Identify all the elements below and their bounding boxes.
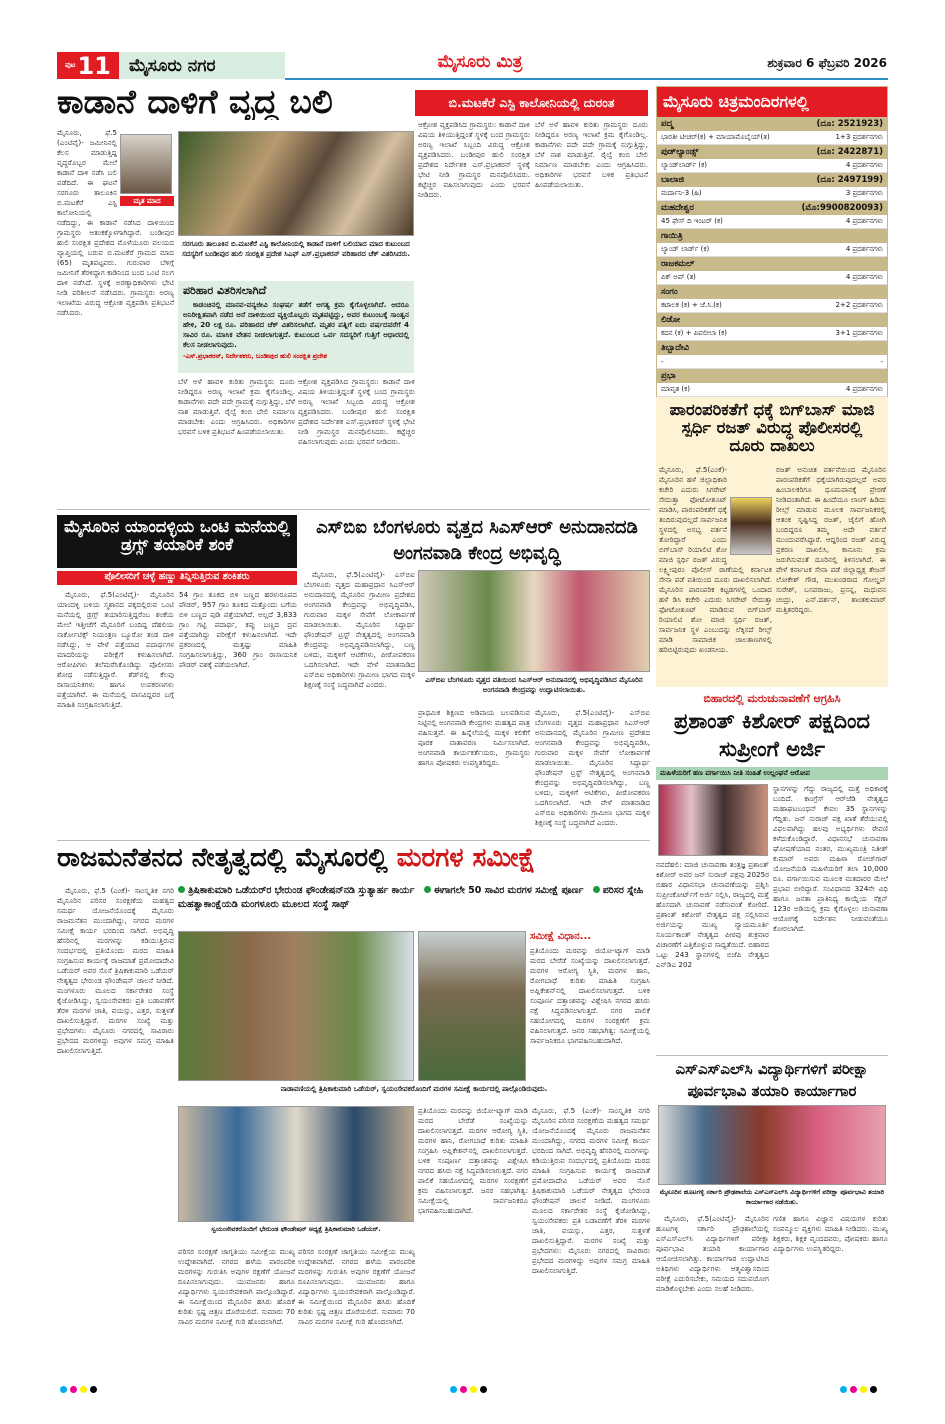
theatre-name: ರಾಜಕಮಲ್	[661, 259, 695, 269]
sbi-body-1: ಮೈಸೂರು, ಫೆ.5(ಎಂಟಿವೈ)- ಎಸ್‌ಬಿಐ ಬೆಂಗಳೂರು ವೃತ್ತದ ಮಹಾಪ್ರಧಾನ ಸಿಎಸ್‌ಆರ್ ಅನುದಾನದಲ್ಲಿ ಮೈಸೂರಿನ ಗ್ರಾಮೀಣ ಪ್ರದೇಶದ ಅಂಗನವಾಡಿ ಕೇಂದ್ರವನ್ನು ಅಭಿವೃದ್ಧಿಪಡಿಸಿ, ಗುರುವಾರ ಮಕ್ಕಳ ಸೇವೆಗೆ ಲೋಕಾರ್ಪಣೆ ಮಾಡಲಾಯಿತು. ಮೈಸೂರಿನ ಸಿದ್ದಾರ್ಥ ಫೌಂಡೇಷನ್ ಟ್ರಸ್ಟ್ ನೇತೃತ್ವದಲ್ಲಿ ಅಂಗನವಾಡಿ ಕೇಂದ್ರವನ್ನು ಅಭಿವೃದ್ಧಿಪಡಿಸಲಾಗಿದ್ದು, ಬಣ್ಣ ಬಳಿದು, ಮಕ್ಕಳಿಗೆ ಆಟಿಕೆಗಳು, ಪೀಠೋಪಕರಣ ಒದಗಿಸಲಾಗಿದೆ. ಇದೇ ವೇಳೆ ಮಾತನಾಡಿದ ಎಸ್‌ಬಿಐ ಅಧಿಕಾರಿಗಳು ಗ್ರಾಮೀಣ ಭಾಗದ ಮಕ್ಕಳ ಶಿಕ್ಷಣಕ್ಕೆ ಸಂಸ್ಥೆ ಬದ್ಧವಾಗಿದೆ ಎಂದರು.	[304, 570, 415, 689]
rajat-photo	[730, 497, 772, 555]
trees-body-1: ಮೈಸೂರು, ಫೆ.5 (ಎಂಕೆ)- ಸಾಂಸ್ಕೃತಿಕ ನಗರಿ ಮೈಸೂರಿನ ಪರಿಸರ ಸಂರಕ್ಷಣೆಯ ಮಹತ್ವದ ಸಮರ್ಥ ಯೋಜನೆಯೊಂದಕ್ಕೆ ಮೈಸೂರು ರಾಜಮನೆತನ ಮುಂದಾಗಿದ್ದು, ನಗರದ ಮರಗಳ ಸಮೀಕ್ಷೆ ಕಾರ್ಯ ಭರದಿಂದ ಸಾಗಿದೆ. ಅಭಿವೃದ್ಧಿ ಹೆಸರಿನಲ್ಲಿ ಮರಗಳನ್ನು ಕಡಿಯುತ್ತಿರುವ ಸಂದರ್ಭದಲ್ಲಿ ಪ್ರತಿಯೊಂದು ಮರದ ಮಾಹಿತಿ ಸಂಗ್ರಹಿಸುವ ಕಾರ್ಯಕ್ಕೆ ರಾಜಮಾತೆ ಪ್ರಮೋದಾದೇವಿ ಒಡೆಯರ್ ಅವರ ಸೊಸೆ ತ್ರಿಷಿಕಾಕುಮಾರಿ ಒಡೆಯರ್ ನೇತೃತ್ವದ ಭೇರುಂಡ ಫೌಂಡೇಷನ್ ಚಾಲನೆ ನೀಡಿದೆ. ಮಂಗಳೂರು ಮೂಲದ ಸರ್ಕಾರೇತರ ಸಂಸ್ಥೆ ಕೈಜೋಡಿಸಿದ್ದು, ಸ್ವಯಂಸೇವಕರು ಪ್ರತಿ ಬಡಾವಣೆಗೆ ತೆರಳಿ ಮರಗಳ ಜಾತಿ, ವಯಸ್ಸು, ಎತ್ತರ, ಸುತ್ತಳತೆ ದಾಖಲಿಸುತ್ತಿದ್ದಾರೆ. ಮರಗಳ ಸಂಖ್ಯೆ ಮತ್ತು ಪ್ರಭೇದಗಳು: ಮೈಸೂರು ನಗರದಲ್ಲಿ ಸಾವಿರಾರು ಪ್ರಭೇದದ ಮರಗಳಿದ್ದು ಅವುಗಳ ಸಮಗ್ರ ಮಾಹಿತಿ ದಾಖಲಿಸಲಾಗುತ್ತಿದೆ.	[57, 886, 174, 1055]
film-title: ಮಾವೃತ (ಕ)	[661, 385, 690, 393]
theatre-name-row	[657, 201, 887, 215]
film-title: ಲ್ಯಾಂಡ್ ಲಾರ್ಡ್ (ಕ)	[661, 245, 710, 253]
show-count: 3+1 ಪ್ರದರ್ಶನಗಳು	[835, 329, 883, 337]
sslc-headline: ಎಸ್‌ಎಸ್‌ಎಲ್‌ಸಿ ವಿದ್ಯಾರ್ಥಿಗಳಿಗೆ ಪರೀಕ್ಷಾ ಪೂರ್ವಭಾವಿ ತಯಾರಿ ಕಾರ್ಯಾಗಾರ	[675, 1060, 869, 1100]
trees-body-5: ಮೈಸೂರು, ಫೆ.5 (ಎಂಕೆ)- ಸಾಂಸ್ಕೃತಿಕ ನಗರಿ ಮೈಸೂರಿನ ಪರಿಸರ ಸಂರಕ್ಷಣೆಯ ಮಹತ್ವದ ಸಮರ್ಥ ಯೋಜನೆಯೊಂದಕ್ಕೆ ಮೈಸೂರು ರಾಜಮನೆತನ ಮುಂದಾಗಿದ್ದು, ನಗರದ ಮರಗಳ ಸಮೀಕ್ಷೆ ಕಾರ್ಯ ಭರದಿಂದ ಸಾಗಿದೆ. ಅಭಿವೃದ್ಧಿ ಹೆಸರಿನಲ್ಲಿ ಮರಗಳನ್ನು ಕಡಿಯುತ್ತಿರುವ ಸಂದರ್ಭದಲ್ಲಿ ಪ್ರತಿಯೊಂದು ಮರದ ಮಾಹಿತಿ ಸಂಗ್ರಹಿಸುವ ಕಾರ್ಯಕ್ಕೆ ರಾಜಮಾತೆ ಪ್ರಮೋದಾದೇವಿ ಒಡೆಯರ್ ಅವರ ಸೊಸೆ ತ್ರಿಷಿಕಾಕುಮಾರಿ ಒಡೆಯರ್ ನೇತೃತ್ವದ ಭೇರುಂಡ ಫೌಂಡೇಷನ್ ಚಾಲನೆ ನೀಡಿದೆ. ಮಂಗಳೂರು ಮೂಲದ ಸರ್ಕಾರೇತರ ಸಂಸ್ಥೆ ಕೈಜೋಡಿಸಿದ್ದು, ಸ್ವಯಂಸೇವಕರು ಪ್ರತಿ ಬಡಾವಣೆಗೆ ತೆರಳಿ ಮರಗಳ ಜಾತಿ, ವಯಸ್ಸು, ಎತ್ತರ, ಸುತ್ತಳತೆ ದಾಖಲಿಸುತ್ತಿದ್ದಾರೆ. ಮರಗಳ ಸಂಖ್ಯೆ ಮತ್ತು ಪ್ರಭೇದಗಳು: ಮೈಸೂರು ನಗರದಲ್ಲಿ ಸಾವಿರಾರು ಪ್ರಭೇದದ ಮರಗಳಿದ್ದು ಅವುಗಳ ಸಮಗ್ರ ಮಾಹಿತಿ ದಾಖಲಿಸಲಾಗುತ್ತಿದೆ.	[532, 1106, 650, 1275]
trees-body-4: ಪ್ರತಿಯೊಂದು ಮರವನ್ನು ಜಿಯೋ-ಟ್ಯಾಗ್ ಮಾಡಿ ಮರದ ಬೇರೆಡೆ ಸಂಖ್ಯೆಯನ್ನು ದಾಖಲಿಸಲಾಗುತ್ತದೆ. ಮರಗಳ ಆರೋಗ್ಯ ಸ್ಥಿತಿ, ಮರಗಳ ಹಾನಿ, ರೋಗಬಾಧೆ ಕುರಿತು ಮಾಹಿತಿ ಸಂಗ್ರಹಿಸಿ ಅಪ್ಲಿಕೇಶನ್‌ನಲ್ಲಿ ದಾಖಲಿಸಲಾಗುತ್ತದೆ. ಬಳಿಕ ಸಂಪೂರ್ಣ ದತ್ತಾಂಶವನ್ನು ವಿಶ್ಲೇಷಿಸಿ ನಗರದ ಹಸಿರು ನಕ್ಷೆ ಸಿದ್ಧಪಡಿಸಲಾಗುತ್ತದೆ. ನಗರ ಪಾಲಿಕೆ ಸಹಯೋಗದಲ್ಲಿ ಮರಗಳ ಸಂರಕ್ಷಣೆಗೆ ಕ್ರಮ ವಹಿಸಲಾಗುತ್ತದೆ. ಜನರ ಸಹಭಾಗಿತ್ವ: ಸಮೀಕ್ಷೆಯಲ್ಲಿ ಸಾರ್ವಜನಿಕರೂ ಭಾಗವಹಿಸಬಹುದಾಗಿದೆ.	[418, 1106, 528, 1215]
pk-subhead: ಮಹಿಳೆಯರಿಗೆ ಹಣ ವರ್ಗಾಯಿಸಿ ನೀತಿ ಸಂಹಿತೆ ಉಲ್ಲಂಘನೆ ಆರೋಪ	[656, 767, 888, 780]
cinema-listing	[656, 86, 888, 398]
film-title: ಭಾರತೀ ಟೀಚರ್(ಕ) + ಮಾಯಾಮೊಬೈಯ್(ತ)	[661, 133, 770, 141]
divider	[57, 840, 650, 841]
theatre-show-row	[657, 243, 887, 257]
sbi-body-3: ಮೈಸೂರು, ಫೆ.5(ಎಂಟಿವೈ)- ಎಸ್‌ಬಿಐ ಬೆಂಗಳೂರು ವೃತ್ತದ ಮಹಾಪ್ರಧಾನ ಸಿಎಸ್‌ಆರ್ ಅನುದಾನದಲ್ಲಿ ಮೈಸೂರಿನ ಗ್ರಾಮೀಣ ಪ್ರದೇಶದ ಅಂಗನವಾಡಿ ಕೇಂದ್ರವನ್ನು ಅಭಿವೃದ್ಧಿಪಡಿಸಿ, ಗುರುವಾರ ಮಕ್ಕಳ ಸೇವೆಗೆ ಲೋಕಾರ್ಪಣೆ ಮಾಡಲಾಯಿತು. ಮೈಸೂರಿನ ಸಿದ್ದಾರ್ಥ ಫೌಂಡೇಷನ್ ಟ್ರಸ್ಟ್ ನೇತೃತ್ವದಲ್ಲಿ ಅಂಗನವಾಡಿ ಕೇಂದ್ರವನ್ನು ಅಭಿವೃದ್ಧಿಪಡಿಸಲಾಗಿದ್ದು, ಬಣ್ಣ ಬಳಿದು, ಮಕ್ಕಳಿಗೆ ಆಟಿಕೆಗಳು, ಪೀಠೋಪಕರಣ ಒದಗಿಸಲಾಗಿದೆ. ಇದೇ ವೇಳೆ ಮಾತನಾಡಿದ ಎಸ್‌ಬಿಐ ಅಧಿಕಾರಿಗಳು ಗ್ರಾಮೀಣ ಭಾಗದ ಮಕ್ಕಳ ಶಿಕ್ಷಣಕ್ಕೆ ಸಂಸ್ಥೆ ಬದ್ಧವಾಗಿದೆ ಎಂದರು.	[535, 708, 650, 827]
bullet-3: ಪರಿಸರ ಸ್ನೇಹಿ ಮಹತ್ವಾಕಾಂಕ್ಷೆಯಡಿ ಮಂಗಳೂರು ಮೂಲದ ಸಂಸ್ಥೆ ಸಾಥ್	[178, 885, 644, 910]
show-count: -	[880, 357, 883, 366]
pk-kicker: ಬಿಹಾರದಲ್ಲಿ ಮರುಚುನಾವಣೆಗೆ ಆಗ್ರಹಿಸಿ	[703, 692, 841, 705]
bullet-dot-icon	[593, 886, 600, 893]
theatre-name: ಪದ್ಮ	[661, 119, 674, 129]
show-count: 2+2 ಪ್ರದರ್ಶನಗಳು	[835, 301, 883, 309]
theatre-name: ಪ್ರಭಾ	[661, 371, 676, 381]
sslc-photo	[658, 1105, 886, 1185]
trees-side-text: ಪ್ರತಿಯೊಂದು ಮರವನ್ನು ಜಿಯೋ-ಟ್ಯಾಗ್ ಮಾಡಿ ಮರದ ಬೇರೆಡೆ ಸಂಖ್ಯೆಯನ್ನು ದಾಖಲಿಸಲಾಗುತ್ತದೆ. ಮರಗಳ ಆರೋಗ್ಯ ಸ್ಥಿತಿ, ಮರಗಳ ಹಾನಿ, ರೋಗಬಾಧೆ ಕುರಿತು ಮಾಹಿತಿ ಸಂಗ್ರಹಿಸಿ ಅಪ್ಲಿಕೇಶನ್‌ನಲ್ಲಿ ದಾಖಲಿಸಲಾಗುತ್ತದೆ. ಬಳಿಕ ಸಂಪೂರ್ಣ ದತ್ತಾಂಶವನ್ನು ವಿಶ್ಲೇಷಿಸಿ ನಗರದ ಹಸಿರು ನಕ್ಷೆ ಸಿದ್ಧಪಡಿಸಲಾಗುತ್ತದೆ. ನಗರ ಪಾಲಿಕೆ ಸಹಯೋಗದಲ್ಲಿ ಮರಗಳ ಸಂರಕ್ಷಣೆಗೆ ಕ್ರಮ ವಹಿಸಲಾಗುತ್ತದೆ. ಜನರ ಸಹಭಾಗಿತ್ವ: ಸಮೀಕ್ಷೆಯಲ್ಲಿ ಸಾರ್ವಜನಿಕರೂ ಭಾಗವಹಿಸಬಹುದಾಗಿದೆ.	[530, 946, 650, 1045]
date-line: ಶುಕ್ರವಾರ 6 ಫೆಬ್ರವರಿ 2026	[767, 56, 887, 70]
theatre-name: ಬಾಲಾಜಿ	[661, 175, 685, 185]
elephant-body-5: ಬೆಳೆ ಅಳೆ ಹಾವಳಿ ಕುರಿತು ಗ್ರಾಮಸ್ಥರು ದೂರು ನೀಡಿದ್ದರೂ ಅರಣ್ಯ ಇಲಾಖೆ ಕ್ರಮ ಕೈಗೊಂಡಿಲ್ಲ. ಕಾಡಾನೆಗಳು ಪದೇ ಪದೇ ಗ್ರಾಮಕ್ಕೆ ನುಗ್ಗುತ್ತಿದ್ದು, ಬೆಳೆ ನಾಶ ಮಾಡುತ್ತಿವೆ. ರೈಲ್ವೆ ಕಂಬಿ ಬೇಲಿ ನಿರ್ಮಾಣ ಮಾಡಬೇಕು ಎಂದು ಆಗ್ರಹಿಸಿದರು. ಅಧಿಕಾರಿಗಳ ಭರವಸೆ ಬಳಿಕ ಪ್ರತಿಭಟನೆ ಹಿಂಪಡೆಯಲಾಯಿತು.	[535, 120, 648, 189]
theatre-show-row	[657, 271, 887, 285]
elephant-body-4: ಆಕ್ರೋಶ ವ್ಯಕ್ತಪಡಿಸಿದ ಗ್ರಾಮಸ್ಥರು: ಕಾಡಾನೆ ದಾಳಿ ವಿಷಯ ತಿಳಿಯುತ್ತಿದ್ದಂತೆ ಸ್ಥಳಕ್ಕೆ ಬಂದ ಗ್ರಾಮಸ್ಥರು ಅರಣ್ಯ ಇಲಾಖೆ ಸಿಬ್ಬಂದಿ ವಿರುದ್ಧ ಆಕ್ರೋಶ ವ್ಯಕ್ತಪಡಿಸಿದರು. ಬಂಡೀಪುರ ಹುಲಿ ಸಂರಕ್ಷಿತ ಪ್ರದೇಶದ ನಿರ್ದೇಶಕ ಎಸ್.ಪ್ರಭಾಕರನ್ ಸ್ಥಳಕ್ಕೆ ಭೇಟಿ ನೀಡಿ ಗ್ರಾಮಸ್ಥರ ಮನವೊಲಿಸಿದರು. ಕಟ್ಟೆಚ್ಚರ ವಹಿಸಲಾಗುವುದು ಎಂದು ಭರವಸೆ ನೀಡಿದರು.	[418, 120, 530, 199]
sslc-photo-caption: ಮೈಸೂರಿನ ಹೂಟಗಳ್ಳಿ ಸರ್ಕಾರಿ ಪ್ರೌಢಶಾಲೆಯ ಎಸ್‌ಎಸ್‌ಎಲ್‌ಸಿ ವಿದ್ಯಾರ್ಥಿಗಳಿಗೆ ಪರೀಕ್ಷಾ ಪೂರ್ವಭಾವಿ ತಯಾರಿ ಕಾರ್ಯಾಗಾರ ನಡೆಯಿತು.	[659, 1188, 885, 1206]
black-dot-icon	[870, 1386, 877, 1393]
compensation-box	[178, 281, 414, 373]
bullet-1: ತ್ರಿಷಿಕಾಕುಮಾರಿ ಒಡೆಯರ್‌ರ ಭೇರುಂಡ ಫೌಂಡೇಷನ್‌ನಡಿ ಸ್ತುತ್ಯಾರ್ಹ ಕಾರ್ಯ	[178, 885, 414, 896]
theatre-name-row	[657, 117, 887, 131]
theatre-phone: (ದೂ: 2497199)	[816, 175, 883, 185]
trees-headline-black: ರಾಜಮನೆತನದ ನೇತೃತ್ವದಲ್ಲಿ ಮೈಸೂರಲ್ಲಿ	[57, 844, 397, 873]
compensation-title: ಪರಿಹಾರ ವಿತರಿಸಲಾಗಿದೆ	[183, 284, 267, 297]
theatre-show-row	[657, 299, 887, 313]
registration-marks-center	[450, 1378, 490, 1397]
yellow-dot-icon	[860, 1386, 867, 1393]
sbi-headline: ಎಸ್‌ಬಿಐ ಬೆಂಗಳೂರು ವೃತ್ತದ ಸಿಎಸ್‌ಆರ್ ಅನುದಾನದಡಿ ಅಂಗನವಾಡಿ ಕೇಂದ್ರ ಅಭಿವೃದ್ಧಿ	[316, 517, 638, 564]
film-title: 45 ಫೇಸ್ ದಿ ಇಂಟರ್ (ಕ)	[661, 217, 723, 225]
divider	[57, 509, 650, 510]
black-dot-icon	[90, 1386, 97, 1393]
film-title: ಕಟಾಲಕ (ಕ) + ಜೆ.ಸಿ.(ಕ)	[661, 301, 722, 309]
yellow-dot-icon	[80, 1386, 87, 1393]
bullet-2: ಈಗಾಗಲೇ 50 ಸಾವಿರ ಮರಗಳ ಸಮೀಕ್ಷೆ ಪೂರ್ಣ	[424, 885, 584, 896]
trees-headline	[57, 844, 650, 882]
theatre-show-row	[657, 355, 887, 369]
film-title: ಕದನ (ಕ) + ಪಿಪಲೀಲಾ (ಕ)	[661, 329, 728, 337]
show-count: 4 ಪ್ರದರ್ಶನಗಳು	[845, 245, 883, 253]
compensation-text: ಕಾಡಂಚಿನಲ್ಲಿ ಮಾನವ-ವನ್ಯಜೀವಿ ಸಂಘರ್ಷ ತಡೆಗೆ ಅಗತ್ಯ ಕ್ರಮ ಕೈಗೊಳ್ಳಲಾಗಿದೆ. ಆದರೂ ಅನಿರೀಕ್ಷಿತವಾಗಿ ನಡೆದ ಆನೆ ದಾಳಿಯಿಂದ ವ್ಯಕ್ತಿಯೊಬ್ಬರು ಮೃತಪಟ್ಟಿದ್ದು, ಅವರ ಕುಟುಂಬಕ್ಕೆ ಸಾಂತ್ವನ ಹೇಳಿ, 20 ಲಕ್ಷ ರೂ. ಪರಿಹಾರದ ಚೆಕ್ ವಿತರಿಸಲಾಗಿದೆ. ಮೃತರ ಪತ್ನಿಗೆ ಐದು ವರ್ಷದವರೆಗೆ 4 ಸಾವಿರ ರೂ. ಮಾಸಿಕ ವೇತನ ನೀಡಲಾಗುತ್ತದೆ. ಕುಟುಂಬದ ಒರ್ವ ಸದಸ್ಯರಿಗೆ ಗುತ್ತಿಗೆ ಆಧಾರದಲ್ಲಿ ಕೆಲಸ ನೀಡಲಾಗುವುದು.	[183, 300, 409, 349]
elephant-body-2: ಬೆಳೆ ಅಳೆ ಹಾವಳಿ ಕುರಿತು ಗ್ರಾಮಸ್ಥರು ದೂರು ನೀಡಿದ್ದರೂ ಅರಣ್ಯ ಇಲಾಖೆ ಕ್ರಮ ಕೈಗೊಂಡಿಲ್ಲ. ಕಾಡಾನೆಗಳು ಪದೇ ಪದೇ ಗ್ರಾಮಕ್ಕೆ ನುಗ್ಗುತ್ತಿದ್ದು, ಬೆಳೆ ನಾಶ ಮಾಡುತ್ತಿವೆ. ರೈಲ್ವೆ ಕಂಬಿ ಬೇಲಿ ನಿರ್ಮಾಣ ಮಾಡಬೇಕು ಎಂದು ಆಗ್ರಹಿಸಿದರು. ಅಧಿಕಾರಿಗಳ ಭರವಸೆ ಬಳಿಕ ಪ್ರತಿಭಟನೆ ಹಿಂಪಡೆಯಲಾಯಿತು.	[178, 377, 295, 436]
cinema-rows	[657, 117, 887, 397]
divider	[656, 1055, 888, 1056]
portrait-box	[120, 134, 174, 206]
magenta-dot-icon	[70, 1386, 77, 1393]
theatre-name: ಮಹದೇಶ್ವರ	[661, 203, 694, 213]
theatre-show-row	[657, 327, 887, 341]
cyan-dot-icon	[60, 1386, 67, 1393]
compensation-author: -ಎಸ್.ಪ್ರಭಾಕರನ್, ನಿರ್ದೇಶಕರು, ಬಂಡೀಪುರ ಹುಲಿ ಸಂರಕ್ಷಿತ ಪ್ರದೇಶ	[183, 352, 328, 360]
tree-photo-1	[178, 931, 414, 1081]
theatre-name: ಸಂಗಂ	[661, 287, 678, 297]
sslc-body-1: ಮೈಸೂರು, ಫೆ.5(ಎಂಟಿವೈ)- ಮೈಸೂರಿನ ಹೂಟಗಳ್ಳಿ ಸರ್ಕಾರಿ ಪ್ರೌಢಶಾಲೆಯಲ್ಲಿ ಎಸ್‌ಎಸ್‌ಎಲ್‌ಸಿ ವಿದ್ಯಾರ್ಥಿಗಳಿಗೆ ಪರೀಕ್ಷಾ ಪೂರ್ವಭಾವಿ ತಯಾರಿ ಕಾರ್ಯಾಗಾರ ಆಯೋಜಿಸಲಾಗಿತ್ತು. ಕಾರ್ಯಾಗಾರ ಉದ್ಘಾಟಿಸಿದ ಅತಿಥಿಗಳು ವಿದ್ಯಾರ್ಥಿಗಳು ಆತ್ಮವಿಶ್ವಾಸದಿಂದ ಪರೀಕ್ಷೆ ಎದುರಿಸಬೇಕು, ಸಮಯದ ಸದುಪಯೋಗ ಮಾಡಿಕೊಳ್ಳಬೇಕು ಎಂದು ಸಲಹೆ ನೀಡಿದರು.	[656, 1214, 769, 1293]
trees-photo-caption: ನಾಡಾವಣಿಯಲ್ಲಿ ತ್ರಿಷಿಕಾಕುಮಾರಿ ಒಡೆಯರ್, ಸ್ವಯಂಸೇವಕರೊಂದಿಗೆ ಮರಗಳ ಸಮೀಕ್ಷೆ ಕಾರ್ಯದಲ್ಲಿ ಪಾಲ್ಗೊಂಡಿರುವುದು.	[280, 1085, 548, 1093]
show-count: 4 ಪ್ರದರ್ಶನಗಳು	[845, 385, 883, 393]
volunteers-photo-caption: ಸ್ವಯಂಸೇವಕರೊಂದಿಗೆ ಭೇರುಂಡ ಫೌಂಡೇಷನ್ ಅಧ್ಯಕ್ಷೆ ತ್ರಿಷಿಕಾಕುಮಾರಿ ಒಡೆಯರ್.	[211, 1225, 381, 1233]
section-label	[119, 52, 285, 79]
cinema-title: ಮೈಸೂರು ಚಿತ್ರಮಂದಿರಗಳಲ್ಲಿ	[657, 87, 887, 117]
elephant-body-3: ಆಕ್ರೋಶ ವ್ಯಕ್ತಪಡಿಸಿದ ಗ್ರಾಮಸ್ಥರು: ಕಾಡಾನೆ ದಾಳಿ ವಿಷಯ ತಿಳಿಯುತ್ತಿದ್ದಂತೆ ಸ್ಥಳಕ್ಕೆ ಬಂದ ಗ್ರಾಮಸ್ಥರು ಅರಣ್ಯ ಇಲಾಖೆ ಸಿಬ್ಬಂದಿ ವಿರುದ್ಧ ಆಕ್ರೋಶ ವ್ಯಕ್ತಪಡಿಸಿದರು. ಬಂಡೀಪುರ ಹುಲಿ ಸಂರಕ್ಷಿತ ಪ್ರದೇಶದ ನಿರ್ದೇಶಕ ಎಸ್.ಪ್ರಭಾಕರನ್ ಸ್ಥಳಕ್ಕೆ ಭೇಟಿ ನೀಡಿ ಗ್ರಾಮಸ್ಥರ ಮನವೊಲಿಸಿದರು. ಕಟ್ಟೆಚ್ಚರ ವಹಿಸಲಾಗುವುದು ಎಂದು ಭರವಸೆ ನೀಡಿದರು.	[298, 377, 415, 446]
trees-body-2: ಪರಿಸರ ಸಂರಕ್ಷಣೆ ಜಾಗೃತಿಯು ಸಮೀಕ್ಷೆಯ ಮುಖ್ಯ ಉದ್ದೇಶವಾಗಿದೆ. ನಗರದ ಹಳೆಯ ಪಾರಂಪರಿಕ ಮರಗಳನ್ನು ಗುರುತಿಸಿ ಅವುಗಳ ರಕ್ಷಣೆಗೆ ಯೋಜನೆ ರೂಪಿಸಲಾಗುವುದು. ಯುವಜನರು ಹಾಗೂ ವಿದ್ಯಾರ್ಥಿಗಳು ಸ್ವಯಂಸೇವಕರಾಗಿ ಪಾಲ್ಗೊಂಡಿದ್ದಾರೆ. ಈ ಸಮೀಕ್ಷೆಯಿಂದ ಮೈಸೂರಿನ ಹಸಿರು ಹೊದಿಕೆ ಕುರಿತು ಸ್ಪಷ್ಟ ಚಿತ್ರಣ ದೊರೆಯಲಿದೆ. ಸುಮಾರು 70 ಸಾವಿರ ಮರಗಳ ಸಮೀಕ್ಷೆ ಗುರಿ ಹೊಂದಲಾಗಿದೆ.	[178, 1247, 295, 1326]
film-title: ಮರ್ದಾನಿ-3 (ಹಿ)	[661, 189, 702, 197]
theatre-name: ಲಿಡೋ	[661, 315, 681, 325]
film-title: ಪಿಕ್ ಅಪ್ (ತ)	[661, 273, 696, 281]
drugs-headline: ಮೈಸೂರಿನ ಯಾಂದಳ್ಳಿಯ ಒಂಟಿ ಮನೆಯಲ್ಲಿ ಡ್ರಗ್ಸ್ ತಯಾರಿಕೆ ಶಂಕೆ	[57, 515, 297, 568]
drugs-body-1: ಮೈಸೂರು, ಫೆ.5(ಎಂಟಿವೈ)- ಮೈಸೂರಿನ ಯಾಂದಳ್ಳಿ ಬಳಿಯ ಸ್ಮಶಾನದ ಪಕ್ಕದಲ್ಲಿರುವ ಒಂಟಿ ಮನೆಯಲ್ಲಿ ಡ್ರಗ್ಸ್ ತಯಾರಿಸುತ್ತಿದ್ದರೆಂಬ ಶಂಕೆಯ ಮೇಲೆ ಇತ್ತೀಚೆಗೆ ಮೈಸೂರಿಗೆ ಬಂದಿದ್ದ ದೆಹಲಿಯ ನಾರ್ಕೋಟಿಕ್ಸ್ ನಿಯಂತ್ರಣ ಬ್ಯೂರೋ ತಂಡ ದಾಳಿ ನಡೆಸಿದ್ದು, ಆ ವೇಳೆ ಪತ್ತೆಯಾದ ಪದಾರ್ಥಗಳ ಮಾದರಿಯನ್ನು ಪರೀಕ್ಷೆಗೆ ಕಳುಹಿಸಲಾಗಿದೆ. ಆರೋಪಿಗಳು ತಲೆಮರೆಸಿಕೊಂಡಿದ್ದು ಪೊಲೀಸರು ಶೋಧ ನಡೆಸುತ್ತಿದ್ದಾರೆ. ಶೆಡ್‌ನಲ್ಲಿ ಕೆಲವು ರಾಸಾಯನಿಕಗಳು ಹಾಗೂ ಉಪಕರಣಗಳು ಪತ್ತೆಯಾಗಿವೆ. ಈ ಮನೆಯಲ್ಲಿ ವಾಸವಿದ್ದವರ ಬಗ್ಗೆ ಮಾಹಿತಿ ಸಂಗ್ರಹಿಸಲಾಗುತ್ತಿದೆ.	[57, 590, 174, 709]
elephant-body-column	[57, 128, 174, 504]
theatre-name-row	[657, 341, 887, 355]
sbi-photo-caption: ಎಸ್‌ಬಿಐ ಬೆಂಗಳೂರು ವೃತ್ತದ ವತಿಯಿಂದ ಸಿಎಸ್‌ಆರ್ ಅನುದಾನದಲ್ಲಿ ಅಭಿವೃದ್ಧಿಪಡಿಸಿದ ಮೈಸೂರಿನ ಅಂಗನವಾಡಿ ಕೇಂದ್ರವನ್ನು ಉದ್ಘಾಟಿಸಲಾಯಿತು.	[425, 676, 643, 694]
elephant-photo-caption: ಸರಗೂರು ತಾಲೂಕಿನ ಬಿ.ಮಟಕೆರೆ ಎಸ್ಟಿ ಕಾಲೋನಿಯಲ್ಲಿ ಕಾಡಾನೆ ದಾಳಿಗೆ ಬಲಿಯಾದ ಮಾದ ಕುಟುಂಬದ ಸದಸ್ಯರಿಗೆ ಬಂಡೀಪುರ ಹುಲಿ ಸಂರಕ್ಷಿತ ಪ್ರದೇಶ ಸಿಎಫ್ ಎಸ್.ಪ್ರಭಾಕರನ್ ಪರಿಹಾರದ ಚೆಕ್ ವಿತರಿಸಿದರು.	[182, 240, 410, 258]
pk-body-1: ನವದೆಹಲಿ: ಮಾಜಿ ಚುನಾವಣಾ ತಂತ್ರಜ್ಞ ಪ್ರಶಾಂತ್ ಕಿಶೋರ್ ಅವರ ಜನ್ ಸುರಾಜ್ ಪಕ್ಷವು 2025ರ ಬಿಹಾರ ವಿಧಾನಸಭಾ ಚುನಾವಣೆಯನ್ನು ಪ್ರಶ್ನಿಸಿ ಸುಪ್ರೀಂಕೋರ್ಟ್‌ಗೆ ಅರ್ಜಿ ಸಲ್ಲಿಸಿ, ರಾಜ್ಯದಲ್ಲಿ ಮತ್ತೆ ಹೊಸದಾಗಿ ಚುನಾವಣೆ ನಡೆಸುವಂತೆ ಕೋರಿದೆ. ಪ್ರಶಾಂತ್ ಕಿಶೋರ್ ನೇತೃತ್ವದ ಪಕ್ಷ ಸಲ್ಲಿಸಿರುವ ಅರ್ಜಿಯನ್ನು ಮುಖ್ಯ ನ್ಯಾಯಮೂರ್ತಿ ಸೂರ್ಯಕಾಂತ್ ನೇತೃತ್ವದ ಪೀಠವು ಶುಕ್ರವಾರ ವಿಚಾರಣೆಗೆ ಎತ್ತಿಕೊಳ್ಳುವ ಸಾಧ್ಯತೆಯಿದೆ. ಬಿಹಾರದ ಒಟ್ಟು 243 ಸ್ಥಾನಗಳಲ್ಲಿ ಬಿಜೆಪಿ ನೇತೃತ್ವದ ಎನ್‌ಡಿಎ 202	[656, 860, 769, 969]
black-dot-icon	[480, 1386, 487, 1393]
show-count: 3 ಪ್ರದರ್ಶನಗಳು	[845, 189, 883, 197]
magenta-dot-icon	[850, 1386, 857, 1393]
pk-body-2: ಸ್ಥಾನಗಳನ್ನು ಗೆದ್ದು ರಾಜ್ಯದಲ್ಲಿ ಮತ್ತೆ ಅಧಿಕಾರಕ್ಕೆ ಬಂದಿದೆ. ಕಾಂಗ್ರೆಸ್ ಆರ್‌ಜೆಡಿ ನೇತೃತ್ವದ ಮಹಾಘಟಬಂಧನ್ ಕೇವಲ 35 ಸ್ಥಾನಗಳನ್ನು ಗೆದ್ದಿತು. ಜನ್ ಸುರಾಜ್ ಪಕ್ಷ ಖಾತೆ ತೆರೆಯುವಲ್ಲಿ ವಿಫಲವಾಗಿದ್ದು ಹಲವು ಅಭ್ಯರ್ಥಿಗಳು ಠೇವಣಿ ಕಳೆದುಕೊಂಡಿದ್ದಾರೆ. ವಿಧಾನಸಭೆ ಚುನಾವಣಾ ಘೋಷಣೆಯಾದ ನಂತರ, ಮುಖ್ಯಮಂತ್ರಿ ನಿತೀಶ್ ಕುಮಾರ್ ಅವರು ಮಹಿಳಾ ರೋಜ್‌ಗಾರ್ ಯೋಜನೆಯಡಿ ಮಹಿಳೆಯರಿಗೆ ತಲಾ 10,000 ರೂ. ವರ್ಗಾಯಿಸುವ ಮೂಲಕ ಮತದಾರರ ಮೇಲೆ ಪ್ರಭಾವ ಬೀರಿದ್ದಾರೆ. ಸಂವಿಧಾನದ 324ನೇ ವಿಧಿ ಹಾಗೂ ಜನತಾ ಪ್ರಾತಿನಿಧ್ಯ ಕಾಯ್ದೆಯ ಸೆಕ್ಷನ್ 123ರ ಅಡಿಯಲ್ಲಿ ಕ್ರಮ ಕೈಗೊಳ್ಳಲು ಚುನಾವಣಾ ಆಯೋಗಕ್ಕೆ ನಿರ್ದೇಶನ ನೀಡುವಂತೆಯೂ ಕೋರಲಾಗಿದೆ.	[773, 784, 888, 933]
trees-side-title: ಸಮೀಕ್ಷೆ ವಿಧಾನ...	[530, 931, 592, 942]
elephant-photo	[178, 131, 414, 236]
theatre-show-row	[657, 187, 887, 201]
theatre-show-row	[657, 159, 887, 173]
cyan-dot-icon	[450, 1386, 457, 1393]
sbi-photo	[418, 570, 650, 672]
biggboss-headline: ಪಾರಂಪರಿಕತೆಗೆ ಧಕ್ಕೆ ಬಿಗ್‌ಬಾಸ್ ಮಾಜಿ ಸ್ಪರ್ಧಿ ರಜತ್ ವಿರುದ್ಧ ಪೊಲೀಸರಲ್ಲಿ ದೂರು ದಾಖಲು	[669, 400, 875, 456]
trees-headline-red: ಮರಗಳ ಸಮೀಕ್ಷೆ	[396, 844, 536, 873]
yellow-dot-icon	[470, 1386, 477, 1393]
pk-headline: ಪ್ರಶಾಂತ್ ಕಿಶೋರ್ ಪಕ್ಷದಿಂದ ಸುಪ್ರೀಂಗೆ ಅರ್ಜಿ	[674, 709, 870, 761]
cyan-dot-icon	[840, 1386, 847, 1393]
theatre-name-row	[657, 173, 887, 187]
biggboss-body-1: ಮೈಸೂರು, ಫೆ.5(ಎಂಕೆ)- ಮೈಸೂರಿನ ಹಳೆ ಜಿಲ್ಲಾಧಿಕಾರಿ ಕಚೇರಿ ಎದುರು ಸಿಗರೇಟ್ ಸೇದುತ್ತಾ ಫೋಟೋಶೂಟ್ ಮಾಡಿಸಿ, ಪಾರಂಪರಿಕತೆಗೆ ಧಕ್ಕೆ ತಂದಿರುವುದಲ್ಲದೆ ಸಾರ್ವಜನಿಕ ಸ್ಥಳದಲ್ಲಿ ಅಸಭ್ಯ ವರ್ತನೆ ತೋರಿದ್ದಾರೆ ಎಂದು ಬಿಗ್‌ಬಾಸ್ ರಿಯಾಲಿಟಿ ಶೋ ಮಾಜಿ ಸ್ಪರ್ಧಿ ರಜತ್ ವಿರುದ್ಧ ಲಕ್ಷ್ಮೀಪುರಂ ಪೊಲೀಸ್ ಠಾಣೆಯಲ್ಲಿ ಕರ್ನಾಟಕ ಸೇನಾ ಪಡೆ ವತಿಯಿಂದ ದೂರು ದಾಖಲಿಸಲಾಗಿದೆ. ಮೈಸೂರಿನ ಪಾರಂಪರಿಕ ಕಟ್ಟಡಗಳಲ್ಲಿ ಒಂದಾದ ಹಳೆ ಡಿಸಿ ಕಚೇರಿ ಎದುರು ಸಿಗರೇಟ್ ಸೇದುತ್ತಾ ಫೋಟೋಶೂಟ್ ಮಾಡಿರುವ ಬಿಗ್‌ಬಾಸ್ ರಿಯಾಲಿಟಿ ಶೋ ಮಾಜಿ ಸ್ಪರ್ಧಿ ರಜತ್, ಸಾರ್ವಜನಿಕ ಸ್ಥಳ ಎಂಬುದನ್ನು ಲೆಕ್ಕಿಸದೆ ರೀಲ್ಸ್ ಮಾಡಿ ಸಾಮಾಜಿಕ ಜಾಲತಾಣಗಳಲ್ಲಿ ಹರಿಬಿಟ್ಟಿರುವುದು ಖಂಡನೀಯ.	[659, 465, 772, 654]
film-title: ಲ್ಯಾಂಡ್‌ಲಾರ್ಡ್ (ಕ)	[661, 161, 707, 169]
theatre-show-row	[657, 131, 887, 145]
theatre-phone: (ದೂ: 2422871)	[816, 147, 883, 157]
trees-body-3: ಪರಿಸರ ಸಂರಕ್ಷಣೆ ಜಾಗೃತಿಯು ಸಮೀಕ್ಷೆಯ ಮುಖ್ಯ ಉದ್ದೇಶವಾಗಿದೆ. ನಗರದ ಹಳೆಯ ಪಾರಂಪರಿಕ ಮರಗಳನ್ನು ಗುರುತಿಸಿ ಅವುಗಳ ರಕ್ಷಣೆಗೆ ಯೋಜನೆ ರೂಪಿಸಲಾಗುವುದು. ಯುವಜನರು ಹಾಗೂ ವಿದ್ಯಾರ್ಥಿಗಳು ಸ್ವಯಂಸೇವಕರಾಗಿ ಪಾಲ್ಗೊಂಡಿದ್ದಾರೆ. ಈ ಸಮೀಕ್ಷೆಯಿಂದ ಮೈಸೂರಿನ ಹಸಿರು ಹೊದಿಕೆ ಕುರಿತು ಸ್ಪಷ್ಟ ಚಿತ್ರಣ ದೊರೆಯಲಿದೆ. ಸುಮಾರು 70 ಸಾವಿರ ಮರಗಳ ಸಮೀಕ್ಷೆ ಗುರಿ ಹೊಂದಲಾಗಿದೆ.	[298, 1247, 415, 1326]
portrait-caption: ಮೃತ ಮಾದ	[120, 196, 174, 206]
theatre-name: ಪುಡ್‌ಲ್ಯಾಂಡ್ಸ್	[661, 147, 699, 157]
tree-photo-2	[418, 931, 526, 1081]
registration-marks-left	[60, 1378, 100, 1397]
bullet-dot-icon	[178, 886, 185, 893]
film-title: -	[661, 357, 664, 366]
show-count: 4 ಪ್ರದರ್ಶನಗಳು	[845, 273, 883, 281]
theatre-show-row	[657, 383, 887, 397]
elephant-headline: ಕಾಡಾನೆ ದಾಳಿಗೆ ವೃದ್ಧ ಬಲಿ	[57, 84, 333, 121]
drugs-subhead: ಪೊಲೀಸರಿಗೆ ಚಳ್ಳೆ ಹಣ್ಣು ತಿನ್ನಿಸುತ್ತಿರುವ ಶಂಕಿತರು	[57, 571, 297, 585]
theatre-show-row	[657, 215, 887, 229]
sbi-body-2: ಪ್ರಾಥಮಿಕ ಶಿಕ್ಷಣದ ಅಡಿಪಾಯ ಬಲಪಡಿಸುವ ನಿಟ್ಟಿನಲ್ಲಿ ಅಂಗನವಾಡಿ ಕೇಂದ್ರಗಳು ಮಹತ್ವದ ಪಾತ್ರ ವಹಿಸುತ್ತವೆ. ಈ ಹಿನ್ನೆಲೆಯಲ್ಲಿ ಮಕ್ಕಳ ಕಲಿಕೆಗೆ ಪೂರಕ ವಾತಾವರಣ ನಿರ್ಮಿಸಲಾಗಿದೆ. ಅಂಗನವಾಡಿ ಕಾರ್ಯಕರ್ತೆಯರು, ಗ್ರಾಮಸ್ಥರು ಹಾಗೂ ಪೋಷಕರು ಉಪಸ್ಥಿತರಿದ್ದರು.	[418, 708, 530, 767]
sslc-body-2: ಗಣಿತ ಹಾಗೂ ವಿಜ್ಞಾನ ವಿಷಯಗಳ ಕುರಿತು ಸಂಪನ್ಮೂಲ ವ್ಯಕ್ತಿಗಳು ಮಾಹಿತಿ ನೀಡಿದರು. ಮುಖ್ಯ ಶಿಕ್ಷಕರು, ಶಿಕ್ಷಕ ವೃಂದದವರು, ಪೋಷಕರು ಹಾಗೂ ವಿದ್ಯಾರ್ಥಿಗಳು ಉಪಸ್ಥಿತರಿದ್ದರು.	[773, 1214, 888, 1253]
theatre-name-row	[657, 313, 887, 327]
drugs-body-2: 54 ಗ್ರಾಂ ತೂಕದ ಬಿಳಿ ಬಣ್ಣದ ಹರಳುರೂಪದ ಪೌಡರ್, 957 ಗ್ರಾಂ ತೂಕದ ಮತ್ತೊಂದು ಬಗೆಯ ಬಿಳಿ ಬಣ್ಣದ ಪುಡಿ ಪತ್ತೆಯಾಗಿದೆ. ಅಲ್ಲದೆ 3,833 ಗ್ರಾಂ ಗಟ್ಟಿ ಪದಾರ್ಥ, ಕಪ್ಪು ಬಣ್ಣದ ದ್ರವ ಪತ್ತೆಯಾಗಿದ್ದು ಪರೀಕ್ಷೆಗೆ ಕಳುಹಿಸಲಾಗಿದೆ. ಇದೇ ಪ್ರಕರಣದಲ್ಲಿ ಮತ್ತಷ್ಟು ಮಾಹಿತಿ ಸಂಗ್ರಹಿಸಲಾಗುತ್ತಿದ್ದು, 360 ಗ್ರಾಂ ರಾಸಾಯನಿಕ ಪೌಡರ್ ವಶಕ್ಕೆ ಪಡೆಯಲಾಗಿದೆ.	[179, 590, 297, 669]
pk-photo	[658, 784, 768, 856]
theatre-name: ತಿಬ್ಬಾದೇವಿ	[661, 343, 690, 353]
page-number: 11	[77, 51, 111, 80]
theatre-name-row	[657, 369, 887, 383]
theatre-name-row	[657, 257, 887, 271]
page-number-box	[57, 52, 119, 79]
magenta-dot-icon	[460, 1386, 467, 1393]
registration-marks-right	[840, 1378, 880, 1397]
header-rule	[285, 78, 888, 80]
theatre-phone: (ಮೊ:9900820093)	[801, 203, 883, 213]
bullet-dot-icon	[424, 886, 431, 893]
show-count: 4 ಪ್ರದರ್ಶನಗಳು	[845, 161, 883, 169]
show-count: 4 ಪ್ರದರ್ಶನಗಳು	[845, 217, 883, 225]
masthead: ಮೈಸೂರು ಮಿತ್ರ	[437, 52, 523, 72]
elephant-body-1: ಮೈಸೂರು, ಫೆ.5 (ಎಂಟಿವೈ)- ಜಮೀನಿನಲ್ಲಿ ಕೆಲಸ ಮಾಡುತ್ತಿದ್ದ ವೃದ್ಧರೊಬ್ಬರ ಮೇಲೆ ಕಾಡಾನೆ ದಾಳಿ ನಡೆಸಿ ಬಲಿ ಪಡೆದಿದೆ. ಈ ಘಟನೆ ಸರಗೂರು ತಾಲೂಕಿನ ಬಿ.ಮಟಕೆರೆ ಎಸ್ಟಿ ಕಾಲೋನಿಯಲ್ಲಿ ನಡೆದಿದ್ದು, ಈ ಕಾಡಾನೆ ನಡೆಸಿದ ದಾಳಿಯಿಂದ ಗ್ರಾಮಸ್ಥರು ಆತಂಕಕ್ಕೊಳಗಾಗಿದ್ದಾರೆ. ಬಂಡೀಪುರ ಹುಲಿ ಸಂರಕ್ಷಿತ ಪ್ರದೇಶದ ಮೊಳೆಯೂರು ವಲಯದ ವ್ಯಾಪ್ತಿಯಲ್ಲಿ ಬರುವ ಬಿ.ಮಟಕೆರೆ ಗ್ರಾಮದ ಮಾದ (65) ಮೃತಪಟ್ಟವರು. ಗುರುವಾರ ಬೆಳಿಗ್ಗೆ ಜಮೀನಿಗೆ ತೆರಳಿದ್ದಾಗ ಕಾಡಿನಿಂದ ಬಂದ ಒಂಟಿ ಸಲಗ ದಾಳಿ ನಡೆಸಿದೆ. ಸ್ಥಳಕ್ಕೆ ಅರಣ್ಯಾಧಿಕಾರಿಗಳು ಭೇಟಿ ನೀಡಿ ಪರಿಶೀಲನೆ ನಡೆಸಿದರು. ಗ್ರಾಮಸ್ಥರು ಅರಣ್ಯ ಇಲಾಖೆಯ ವಿರುದ್ಧ ಆಕ್ರೋಶ ವ್ಯಕ್ತಪಡಿಸಿ ಪ್ರತಿಭಟನೆ ನಡೆಸಿದರು.	[57, 128, 174, 317]
elephant-subhead: ಬಿ.ಮಟಕೆರೆ ಎಸ್ಟಿ ಕಾಲೋನಿಯಲ್ಲಿ ದುರಂತ	[415, 90, 648, 116]
theatre-name: ಗಾಯಿತ್ರಿ	[661, 231, 683, 241]
section-title: ಮೈಸೂರು ನಗರ	[129, 55, 216, 76]
show-count: 1+3 ಪ್ರದರ್ಶನಗಳು	[835, 133, 883, 141]
biggboss-body-column	[659, 465, 772, 685]
theatre-name-row	[657, 285, 887, 299]
theatre-name-row	[657, 145, 887, 159]
page-label: ಪುಟ	[65, 61, 76, 69]
theatre-name-row	[657, 229, 887, 243]
trees-bullets	[178, 884, 650, 928]
biggboss-article	[656, 397, 888, 687]
portrait-photo	[120, 134, 172, 194]
biggboss-body-2: ರಜತ್ ಅನುಚಿತ ವರ್ತನೆಯಿಂದ ಮೈಸೂರಿನ ಪಾರಂಪರಿಕತೆಗೆ ಧಕ್ಕೆಯಾಗಿರುವುದಲ್ಲದೆ ಅವರ ಹಿಂಬಾಲಕರಿಗೂ ಧೂಮಪಾನಕ್ಕೆ ಪ್ರೇರಣೆ ನೀಡಿದಂತಾಗಿದೆ. ಈ ಹಿಂದೆಯೂ ಲಾಂಗ್ ಹಿಡಿದು ರೀಲ್ಸ್ ಮಾಡುವ ಮೂಲಕ ಸಾರ್ವಜನಿಕರಲ್ಲಿ ಆತಂಕ ಸೃಷ್ಟಿಸಿದ್ದ ರಜತ್, ಜೈಲಿಗೆ ಹೋಗಿ ಬಂದಿದ್ದರೂ ತಮ್ಮ ಅದೇ ವರ್ತನೆ ಮುಂದುವರೆಸಿದ್ದಾರೆ. ಆದ್ದರಿಂದ ರಜತ್ ವಿರುದ್ಧ ಪ್ರಕರಣ ದಾಖಲಿಸಿ, ಕಾನೂನು ಕ್ರಮ ಜರುಗಿಸುವಂತೆ ದೂರಿನಲ್ಲಿ ತಿಳಿಸಲಾಗಿದೆ. ಈ ವೇಳೆ ಕರ್ನಾಟಕ ಸೇನಾ ಪಡೆ ಜಿಲ್ಲಾಧ್ಯಕ್ಷ ತೇಜಸ್ ಲೋಕೇಶ್ ಗೌಡ, ಮುಖಂಡರಾದ ಗೋಲ್ಡನ್ ಸುರೇಶ್, ಬಸವರಾಜು, ಪ್ರಸನ್ನ, ಮಧುವನ ಚಂದ್ರು, ಎನ್.ದರ್ಶನ್, ಶಾಂತಕುಮಾರ್ ಮತ್ತಿತರರಿದ್ದರು.	[776, 465, 886, 614]
theatre-phone: (ದೂ: 2521923)	[816, 119, 883, 129]
volunteers-photo	[178, 1106, 414, 1222]
